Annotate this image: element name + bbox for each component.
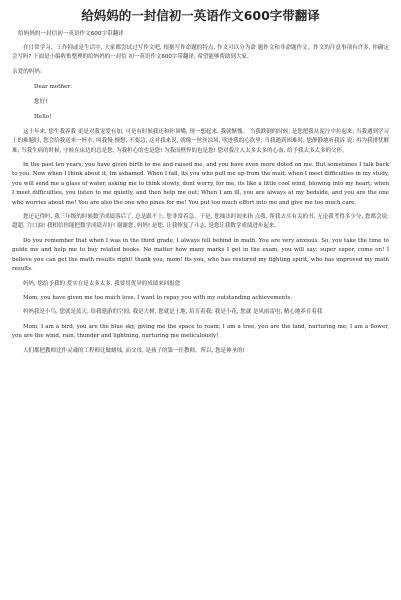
greeting-en: Hello! [34, 113, 52, 120]
body-paragraph: Do you remember that when I was in the third grade, I always fell behind in math. You are very anxious. So, you take the time to guide me and help me to buy related books. No matter how many marks I get in the exam, you will say: super super, come on! I believe you can get the math results right! thank you, mom! Its you, who has restored my fighting spirit, who has improved my math results. [12, 237, 389, 273]
body-paragraph: 妈妈我是小鸟, 您就是蓝天, 给我遨游的空间; 我是大树, 您就是土地, 培育着我; 我是小花, 您就 是风雨雷电, 精心地养育着我 [23, 309, 323, 316]
salutation-en: Dear mother: [34, 83, 72, 90]
body-paragraph: 这十年来, 您生我养我 更是对我宠爱有加, 可是有时候我还和你顶嘴, 现一想起来, 我就惭愧。 当我跌倒的时候, 是您把我从泥泞中拉起来; 当我遇到学习上的难题时, 您会给我送来一杯水, 叫我慢 慢想, 不要急, 这对我来说, 就像一丝丝凉风, 吹进我的心坎里; 当我遇到困难时, 您静静地听我诉 说; 再为我排忧解难; 当我生病的时候, 守候在床边的总是您, 为我担心的也是您! 为我而憔悴的也是您! 您对我注入太多太多的心血, 给予我太多太多的父怀。 [12, 128, 389, 154]
body-paragraph: 您还记得吗, 我三年级的时候数学成绩落后了, 总是跟不上, 您非常着急。于是, 您抽出时间来指 点我, 帮我去买有关的书, 无论我考得多少分, 您都会说: 超超, 力口油! 我相信你能把数学成绩弄好! 谢谢您, 妈妈! 是您, 让我恢复了斗志, 是您让我数学成绩进步起来。 [12, 214, 389, 230]
intro-paragraph: 在日常学习、工作抑或是生活中, 大家都尝试过写作文吧, 根据写作命题的特点, 作文可以分为命 题作文和非命题作文。作文的注意事项有许多, 你确定会写吗? 下面是小编收集整理的给妈妈的一封信 初一英语作文600字带翻译, 希望能够帮助到大家。 [12, 45, 389, 61]
document-subtitle: 给妈妈的一封信初一英语作文600字带翻译 [18, 31, 124, 37]
section-label: 亲爱的妈妈: [12, 68, 42, 75]
greeting-cn: 您好! [34, 98, 48, 105]
body-paragraph: Mom, you have given me too much love. I want to repay you with my outstanding achievements. [23, 294, 293, 301]
body-paragraph: 人们都把教师比作灵魂的工程师比做蜡烛, 而父母, 是孩子的第一任教师。所以, 您是神圣的! [23, 347, 245, 354]
body-paragraph: Mom, I am a bird, you are the blue sky, giving me the space to roam; I am a tree, you are the land, nurturing me; I am a flower, you are the wind, rain, thunder and lightning, nurturing me meticulously! [12, 323, 389, 340]
document-title: 给妈妈的一封信初一英语作文600字带翻译 [81, 8, 320, 23]
body-paragraph: In the past ten years, you have given birth to me and raised me, and you have even more doted on me. But sometimes I talk back to you. Now when I think about it, Im ashamed. When I fall, its you who pull me up from the mud; when I meet difficulties in my study, you will send me a glass of water, asking me to think slowly, dont worry, for me, its like a little cool wind, blowing into my heart; when I meet difficulties, you listen to me quietly, and then help me out; When I am ill, you are always at my bedside, and you are the one who worries about me! You are also the one who pines for me! You put too much effort into me and give me too much care. [12, 162, 389, 206]
body-paragraph: 妈妈, 您给予我的 爱实在是太多太多, 我要用优异的成绩来回报您 [23, 280, 181, 287]
